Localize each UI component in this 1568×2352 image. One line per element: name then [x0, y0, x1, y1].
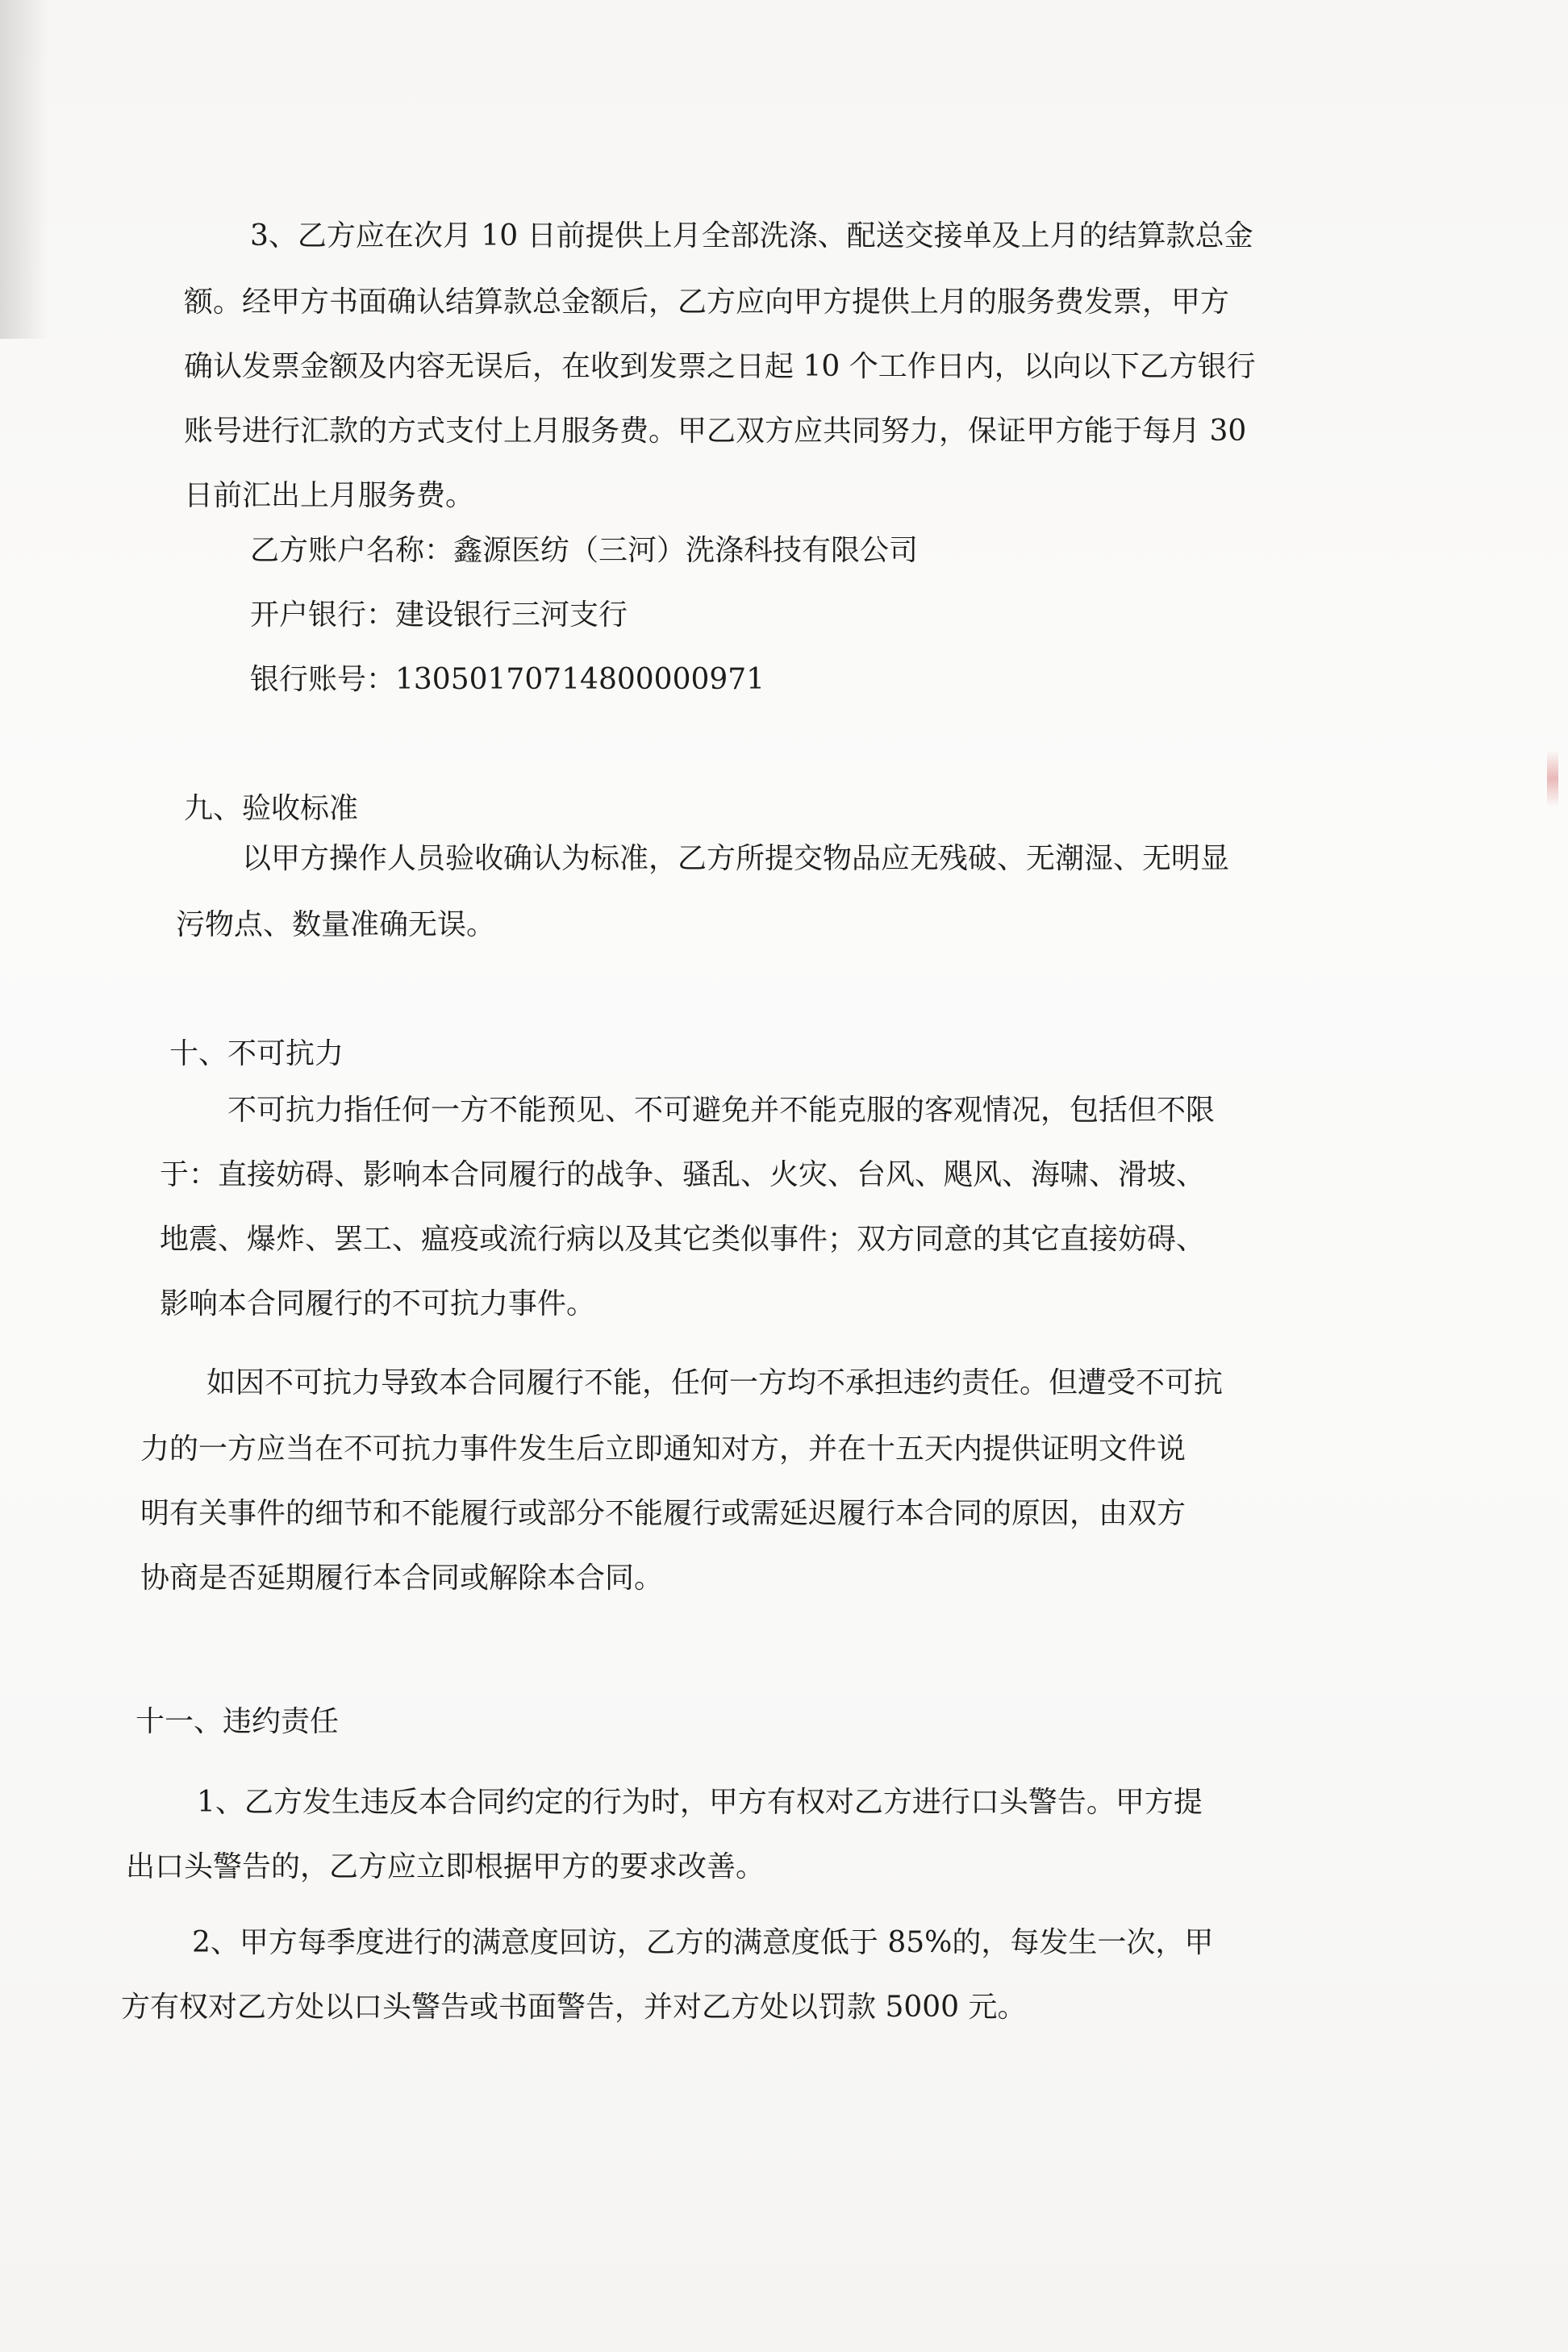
paragraph-line: 账号进行汇款的方式支付上月服务费。甲乙双方应共同努力，保证甲方能于每月 30 [184, 415, 1247, 448]
bank-account-name: 乙方账户名称：鑫源医纺（三河）洗涤科技有限公司 [250, 534, 919, 567]
paragraph-line: 不可抗力指任何一方不能预见、不可避免并不能克服的客观情况，包括但不限 [227, 1094, 1216, 1127]
paragraph-line: 力的一方应当在不可抗力事件发生后立即通知对方，并在十五天内提供证明文件说 [140, 1432, 1186, 1466]
paragraph-line: 于：直接妨碍、影响本合同履行的战争、骚乱、火灾、台风、飓风、海啸、滑坡、 [160, 1158, 1206, 1191]
paragraph-line: 以甲方操作人员验收确认为标准，乙方所提交物品应无残破、无潮湿、无明显 [242, 842, 1230, 875]
paragraph-line: 如因不可抗力导致本合同履行不能，任何一方均不承担违约责任。但遭受不可抗 [206, 1366, 1224, 1399]
paragraph-line: 影响本合同履行的不可抗力事件。 [160, 1287, 596, 1320]
paragraph-line: 地震、爆炸、罢工、瘟疫或流行病以及其它类似事件；双方同意的其它直接妨碍、 [160, 1223, 1206, 1256]
paragraph-line: 确认发票金额及内容无误后，在收到发票之日起 10 个工作日内，以向以下乙方银行 [184, 350, 1256, 383]
paragraph-line: 方有权对乙方处以口头警告或书面警告，并对乙方处以罚款 5000 元。 [121, 1991, 1027, 2024]
paragraph-line: 污物点、数量准确无误。 [176, 908, 496, 941]
paragraph-line: 额。经甲方书面确认结算款总金额后，乙方应向甲方提供上月的服务费发票，甲方 [184, 286, 1230, 319]
section-heading-breach-liability: 十一、违约责任 [136, 1705, 340, 1738]
paragraph-line: 出口头警告的，乙方应立即根据甲方的要求改善。 [126, 1850, 765, 1883]
paragraph-line: 日前汇出上月服务费。 [184, 479, 475, 512]
bank-account-number: 银行账号：13050170714800000971 [250, 663, 765, 696]
bank-name: 开户银行：建设银行三河支行 [250, 598, 628, 632]
paragraph-line: 1、乙方发生违反本合同约定的行为时，甲方有权对乙方进行口头警告。甲方提 [197, 1786, 1203, 1819]
paragraph-line: 3、乙方应在次月 10 日前提供上月全部洗涤、配送交接单及上月的结算款总金 [250, 219, 1253, 252]
paragraph-line: 协商是否延期履行本合同或解除本合同。 [140, 1562, 664, 1595]
scan-edge-mark [1547, 750, 1558, 807]
paragraph-line: 明有关事件的细节和不能履行或部分不能履行或需延迟履行本合同的原因，由双方 [140, 1497, 1186, 1530]
section-heading-force-majeure: 十、不可抗力 [169, 1037, 344, 1070]
section-heading-acceptance: 九、验收标准 [184, 792, 359, 825]
paragraph-line: 2、甲方每季度进行的满意度回访，乙方的满意度低于 85%的，每发生一次，甲 [192, 1926, 1214, 1959]
